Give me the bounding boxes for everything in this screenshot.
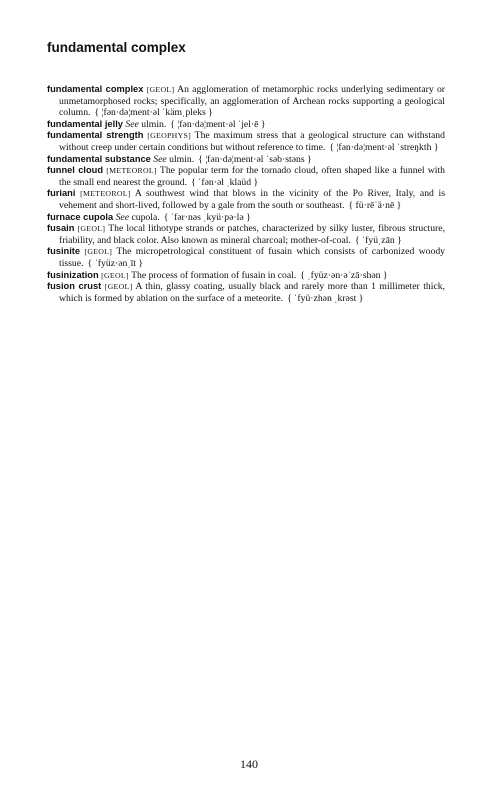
entry-term: funnel cloud xyxy=(47,165,104,176)
definition: ulmin. xyxy=(169,153,195,165)
running-head: fundamental complex xyxy=(47,40,186,55)
subject-field: [GEOL] xyxy=(84,247,113,257)
pronunciation: { ˈfyüz·ənˌīt } xyxy=(87,257,144,269)
pronunciation: { ˌfyüz·ən·əˈzā·shən } xyxy=(300,269,388,281)
entry-term: furnace cupola xyxy=(47,211,114,222)
pronunciation: { ¦fən·də¦ment·əl ˈkämˌpleks } xyxy=(94,107,213,119)
entry-term: fusinization xyxy=(47,269,99,280)
entry-term: fusion crust xyxy=(47,281,102,292)
subject-field: [GEOPHYS] xyxy=(147,131,192,141)
definition: The micropetrological constituent of fusain which consists of carbonized woody tissue. xyxy=(59,246,446,269)
see-reference: See xyxy=(125,118,139,130)
definition: An agglomeration of metamorphic rocks underlying sedimentary or unmetamorphosed rocks; specifically, an agglomeration of Archean rocks supporting a geological column. xyxy=(59,84,446,119)
entry-term: fundamental substance xyxy=(47,153,151,164)
entry-term: fusinite xyxy=(47,246,81,257)
entry xyxy=(47,130,445,153)
definition: The process of formation of fusain in coal. xyxy=(131,269,297,281)
pronunciation: { ¦fən·də¦ment·əl ˈstreŋkth } xyxy=(329,141,439,153)
entry xyxy=(47,165,445,188)
entry xyxy=(47,281,445,304)
definition: cupola. xyxy=(131,211,160,223)
pronunciation: { ˈfyüˌzān } xyxy=(354,234,402,246)
pronunciation: { ˈfər·nəs ˌkyü·pə·lə } xyxy=(163,211,251,223)
entry xyxy=(47,188,445,211)
pronunciation: { ¦fən·də¦ment·əl ˈsəb·stəns } xyxy=(198,153,312,165)
entry xyxy=(47,154,445,166)
entry xyxy=(47,270,445,282)
subject-field: [GEOL] xyxy=(101,270,129,280)
subject-field: [GEOL] xyxy=(146,85,175,94)
entry-list xyxy=(47,84,445,304)
pronunciation: { ˈfyü·zhən ˌkrəst } xyxy=(287,292,364,304)
entry-term: fundamental strength xyxy=(47,130,144,141)
entry xyxy=(47,212,445,224)
see-reference: See xyxy=(153,153,167,165)
definition: A thin, glassy coating, usually black and rarely more than 1 millimeter thick, which is formed by ablation on the surface of a meteorite. xyxy=(59,281,446,304)
page-number: 140 xyxy=(240,757,258,771)
entry-term: fundamental jelly xyxy=(47,118,123,129)
subject-field: [GEOL] xyxy=(104,282,133,292)
definition: The local lithotype strands or patches, characterized by silky luster, fibrous structure, friability, and black color. Also known as mineral charcoal; mother-of-coal. xyxy=(59,223,445,246)
definition: A southwest wind that blows in the vicinity of the Po River, Italy, and is vehement and short-lived, followed by a gale from the south or southeast. xyxy=(59,188,445,211)
definition: ulmin. xyxy=(141,118,167,130)
definition: The popular term for the tornado cloud, often shaped like a funnel with the small end nearest the ground. xyxy=(59,165,445,188)
pronunciation: { ¦fən·də¦ment·əl ˈjel·ē } xyxy=(170,118,266,130)
entry-term: furiani xyxy=(47,188,76,199)
entry xyxy=(47,223,445,246)
entry xyxy=(47,119,445,131)
see-reference: See xyxy=(115,211,130,223)
subject-field: [METEOROL] xyxy=(80,189,131,199)
subject-field: [GEOL] xyxy=(77,224,106,234)
entry-term: fundamental complex xyxy=(47,84,144,94)
subject-field: [METEOROL] xyxy=(106,166,157,176)
pronunciation: { fü·rēˈä·nē } xyxy=(348,199,402,211)
definition: The maximum stress that a geological structure can withstand without creep under certain conditions but without reference to time. xyxy=(59,130,445,153)
entry xyxy=(47,84,445,119)
pronunciation: { ˈfən·əl ˌklaüd } xyxy=(191,176,259,188)
entry xyxy=(47,246,445,269)
entry-term: fusain xyxy=(47,223,75,234)
